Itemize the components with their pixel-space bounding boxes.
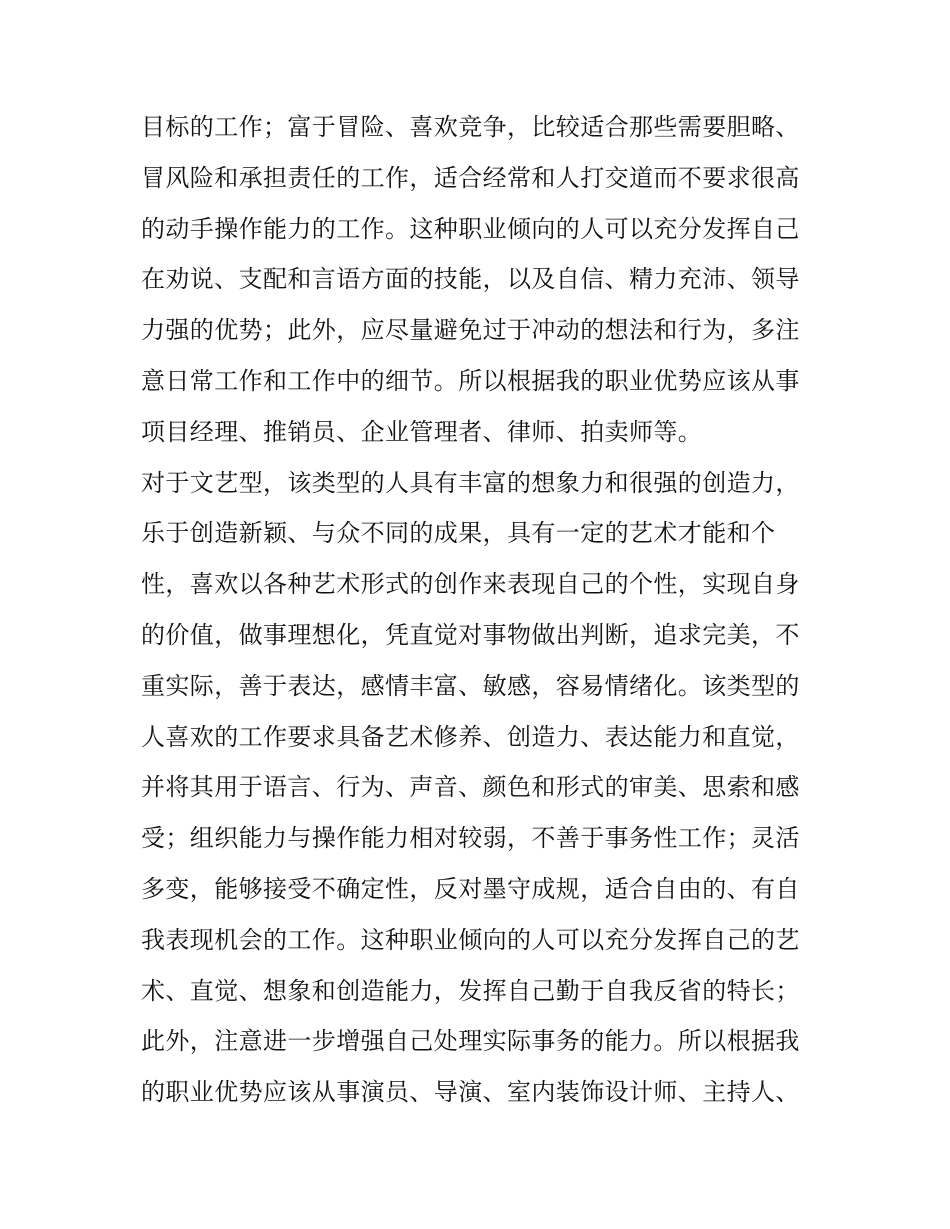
text-line: 在劝说、支配和言语方面的技能，以及自信、精力充沛、领导 xyxy=(141,265,800,294)
text-line: 意日常工作和工作中的细节。所以根据我的职业优势应该从事 xyxy=(141,366,800,395)
text-line: 多变，能够接受不确定性，反对墨守成规，适合自由的、有自 xyxy=(141,874,800,903)
text-line: 术、直觉、想象和创造能力，发挥自己勤于自我反省的特长； xyxy=(141,976,800,1005)
text-line: 项目经理、推销员、企业管理者、律师、拍卖师等。 xyxy=(141,417,703,446)
text-line: 的价值，做事理想化，凭直觉对事物做出判断，追求完美，不 xyxy=(141,620,800,649)
text-line: 乐于创造新颖、与众不同的成果，具有一定的艺术才能和个 xyxy=(141,519,776,548)
text-line: 力强的优势；此外，应尽量避免过于冲动的想法和行为，多注 xyxy=(141,316,800,345)
text-line: 受；组织能力与操作能力相对较弱，不善于事务性工作；灵活 xyxy=(141,824,800,853)
text-line: 的动手操作能力的工作。这种职业倾向的人可以充分发挥自己 xyxy=(141,214,800,243)
body-text xyxy=(141,102,821,1118)
text-line: 我表现机会的工作。这种职业倾向的人可以充分发挥自己的艺 xyxy=(141,925,800,954)
text-line: 人喜欢的工作要求具备艺术修养、创造力、表达能力和直觉， xyxy=(141,722,800,751)
text-line: 性，喜欢以各种艺术形式的创作来表现自己的个性，实现自身 xyxy=(141,570,800,599)
text-line: 冒风险和承担责任的工作，适合经常和人打交道而不要求很高 xyxy=(141,163,800,192)
text-line: 此外，注意进一步增强自己处理实际事务的能力。所以根据我 xyxy=(141,1027,800,1056)
text-line: 重实际，善于表达，感情丰富、敏感，容易情绪化。该类型的 xyxy=(141,671,800,700)
text-line: 的职业优势应该从事演员、导演、室内装饰设计师、主持人、 xyxy=(141,1078,800,1107)
text-line: 目标的工作；富于冒险、喜欢竞争，比较适合那些需要胆略、 xyxy=(141,113,800,141)
text-line: 并将其用于语言、行为、声音、颜色和形式的审美、思索和感 xyxy=(141,773,800,802)
text-line: 对于文艺型，该类型的人具有丰富的想象力和很强的创造力， xyxy=(141,468,800,497)
